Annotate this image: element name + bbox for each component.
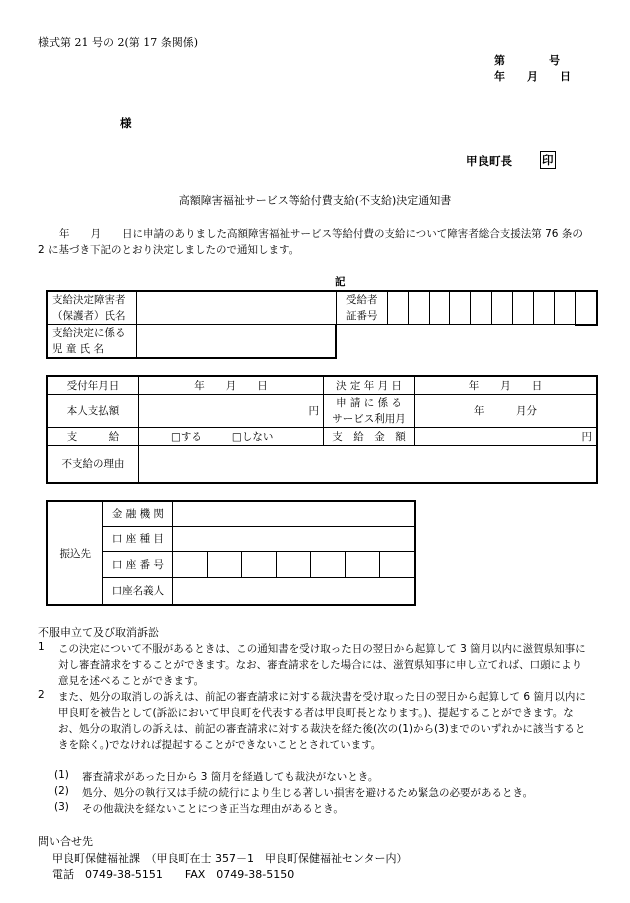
appeal-sub-1: 審査請求があった日から 3 箇月を経過しても裁決がないとき。 (82, 771, 379, 783)
addressee: 様 (120, 116, 132, 130)
document-date: 年 月 日 (494, 70, 571, 83)
document-number: 第 号 (494, 54, 560, 67)
account-digit-7[interactable] (380, 551, 415, 577)
reason-field[interactable] (139, 445, 598, 483)
transfer-table (46, 500, 416, 606)
account-digit-1[interactable] (173, 551, 208, 577)
payment-choice (139, 427, 324, 445)
issuer-name: 甲良町長 (466, 154, 512, 168)
recipient-number-label: 受給者 証番号 (336, 291, 387, 325)
ki-label: 記 (335, 276, 346, 288)
self-pay-value[interactable]: 円 (139, 394, 324, 427)
recipient-digit-8[interactable] (534, 291, 555, 325)
appeal-item-1: この決定について不服があるときは、この通知書を受け取った日の翌日から起算して 3 箇月以内に滋賀県知事に対し審査請求をすることができます。なお、審査請求をした場合には、滋賀県知事に申し立てれば、口頭により意見を述べることができます。 (58, 643, 586, 687)
bank-field[interactable] (173, 501, 415, 526)
service-month-label: 申 請 に 係 る サービス利用月 (324, 394, 415, 427)
appeal-sub-3-number: (3) (54, 801, 69, 813)
appeal-sub-1-number: (1) (54, 769, 69, 781)
appeal-heading: 不服申立て及び取消訴訟 (38, 626, 159, 639)
appeal-item-2-number: 2 (38, 689, 45, 701)
contact-phone: 電話 0749-38-5151 FAX 0749-38-5150 (52, 868, 295, 881)
account-number-label: 口 座 番 号 (103, 551, 173, 577)
recipient-digit-10[interactable] (576, 291, 598, 325)
account-digit-2[interactable] (207, 551, 242, 577)
service-month-value[interactable]: 年 月分 (415, 394, 598, 427)
bank-label: 金 融 機 関 (103, 501, 173, 526)
payment-amount-value[interactable]: 円 (415, 427, 598, 445)
appeal-sub-2: 処分、処分の執行又は手続の続行により生じる著しい損害を避けるため緊急の必要があるとき。 (82, 787, 534, 799)
receipt-date-value[interactable]: 年 月 日 (139, 376, 324, 394)
recipient-digit-7[interactable] (513, 291, 534, 325)
account-type-field[interactable] (173, 526, 415, 551)
account-digit-3[interactable] (242, 551, 277, 577)
recipient-digit-5[interactable] (471, 291, 492, 325)
payment-amount-label: 支 給 金 額 (324, 427, 415, 445)
appeal-sub-3: その他裁決を経ないことにつき正当な理由があるとき。 (82, 803, 344, 815)
decision-table (46, 375, 598, 484)
account-holder-label: 口座名義人 (103, 577, 173, 605)
applicant-table (46, 290, 598, 359)
form-number: 様式第 21 号の 2(第 17 条関係) (38, 36, 199, 49)
recipient-digit-3[interactable] (429, 291, 450, 325)
appeal-item-1-number: 1 (38, 641, 45, 653)
transfer-label: 振込先 (47, 501, 103, 605)
payment-no-checkbox[interactable]: □しない (231, 430, 274, 443)
account-digit-6[interactable] (345, 551, 380, 577)
contact-heading: 問い合せ先 (38, 835, 93, 848)
appeal-sub-2-number: (2) (54, 785, 69, 797)
payment-label: 支 給 (47, 427, 139, 445)
contact-office: 甲良町保健福祉課 （甲良町在士 357－1 甲良町保健福祉センター内） (52, 852, 408, 865)
applicant-name-field[interactable] (136, 291, 336, 325)
account-digit-5[interactable] (311, 551, 346, 577)
payment-yes-checkbox[interactable]: □する (171, 430, 202, 443)
seal-label: 印 (542, 153, 554, 167)
recipient-digit-6[interactable] (492, 291, 513, 325)
account-holder-field[interactable] (173, 577, 415, 605)
child-name-label: 支給決定に係る 児 童 氏 名 (47, 325, 136, 359)
applicant-name-label: 支給決定障害者 （保護者）氏名 (47, 291, 136, 325)
intro-paragraph: 年 月 日に申請のありました高額障害福祉サービス等給付費の支給について障害者総合支援法第 76 条の 2 に基づき下記のとおり決定しましたので通知します。 (38, 228, 583, 256)
recipient-digit-4[interactable] (450, 291, 471, 325)
reason-label: 不支給の理由 (47, 445, 139, 483)
decision-date-label: 決 定 年 月 日 (324, 376, 415, 394)
account-digit-4[interactable] (276, 551, 311, 577)
appeal-item-2: また、処分の取消しの訴えは、前記の審査請求に対する裁決書を受け取った日の翌日から起算して 6 箇月以内に甲良町を被告として(訴訟において甲良町を代表する者は甲良町長となります。)、提起することができます。なお、処分の取消しの訴えは、前記の審査請求に対する裁決を経た後(次の(1)から(3)までのいずれかに該当するときを除く。)でなければ提起することができないこととされています。 (58, 691, 586, 751)
receipt-date-label: 受付年月日 (47, 376, 139, 394)
document-title: 高額障害福祉サービス等給付費支給(不支給)決定通知書 (178, 194, 452, 207)
recipient-digit-1[interactable] (387, 291, 408, 325)
account-type-label: 口 座 種 目 (103, 526, 173, 551)
recipient-digit-9[interactable] (555, 291, 576, 325)
child-name-field[interactable] (136, 325, 336, 359)
self-pay-label: 本人支払額 (47, 394, 139, 427)
seal-mark (540, 151, 556, 169)
decision-date-value[interactable]: 年 月 日 (415, 376, 598, 394)
recipient-digit-2[interactable] (408, 291, 429, 325)
